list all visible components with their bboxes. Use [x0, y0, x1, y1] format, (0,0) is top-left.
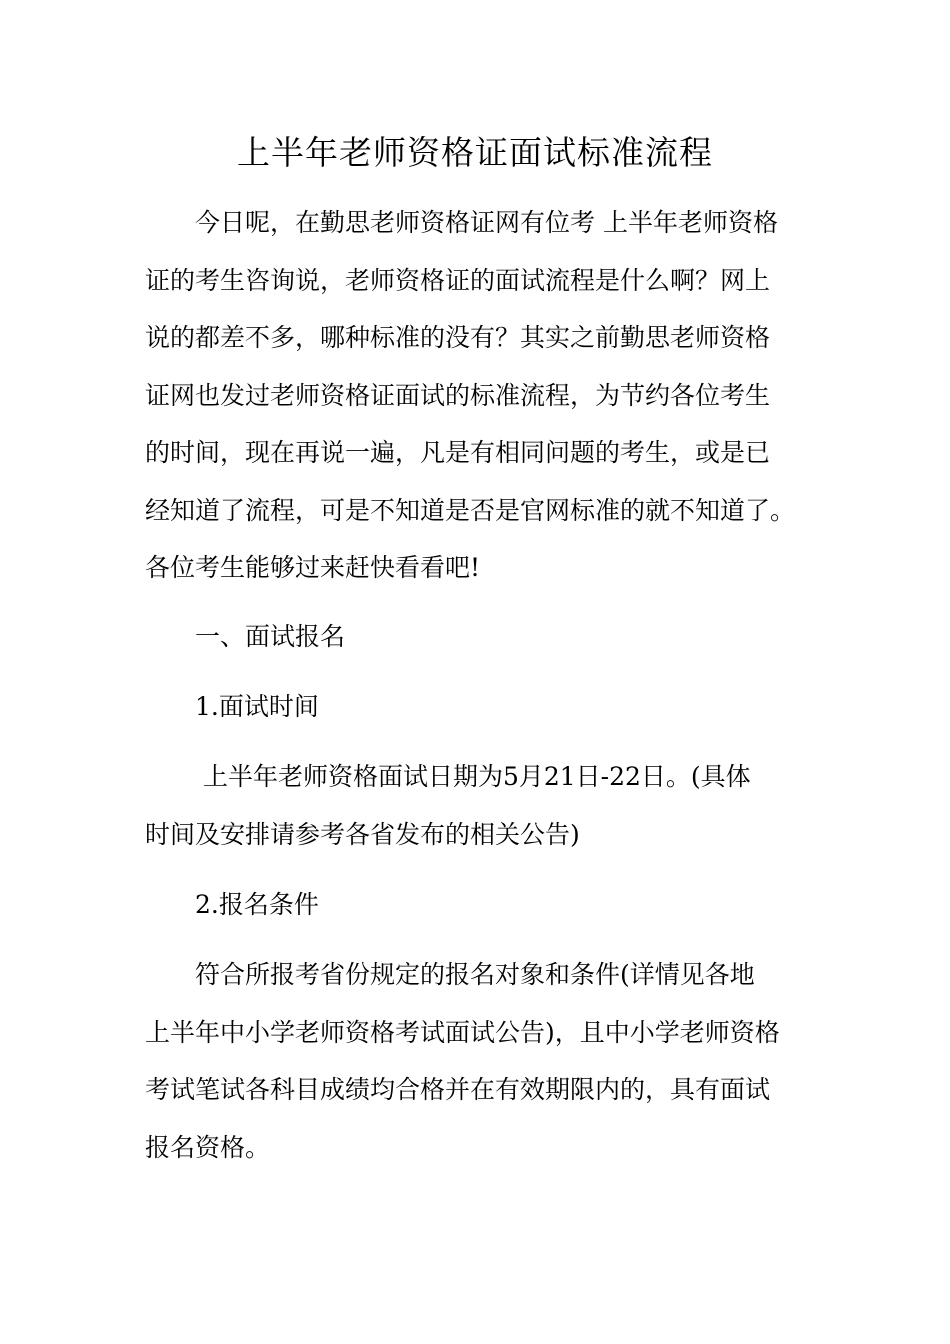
- document-title: 上半年老师资格证面试标准流程: [237, 133, 713, 172]
- registration-conditions-paragraph: 符合所报考省份规定的报名对象和条件(详情见各地 上半年中小学老师资格考试面试公告)，且中小学老师资格 考试笔试各科目成绩均合格并在有效期限内的，具有面试 报名资格。: [145, 960, 780, 1162]
- intro-paragraph: 今日呢，在勤思老师资格证网有位考 上半年老师资格 证的考生咨询说，老师资格证的面试流程是什么啊？网上 说的都差不多，哪种标准的没有？其实之前勤思老师资格 证网也发过老师资格证面试的标准流程，为节约各位考生 的时间，现在再说一遍，凡是有相同问题的考生，或是已 经知道了流程，可是不知道是否是官网标准的就不知道了。 各位考生能够过来赶快看看吧!: [145, 208, 796, 582]
- subheading-interview-time: 1.面试时间: [145, 692, 319, 721]
- section-heading-interview-registration: 一、面试报名: [145, 622, 346, 651]
- interview-time-paragraph: 上半年老师资格面试日期为5月21日-22日。(具体 时间及安排请参考各省发布的相关公告): [145, 762, 751, 849]
- subheading-registration-conditions: 2.报名条件: [145, 890, 319, 919]
